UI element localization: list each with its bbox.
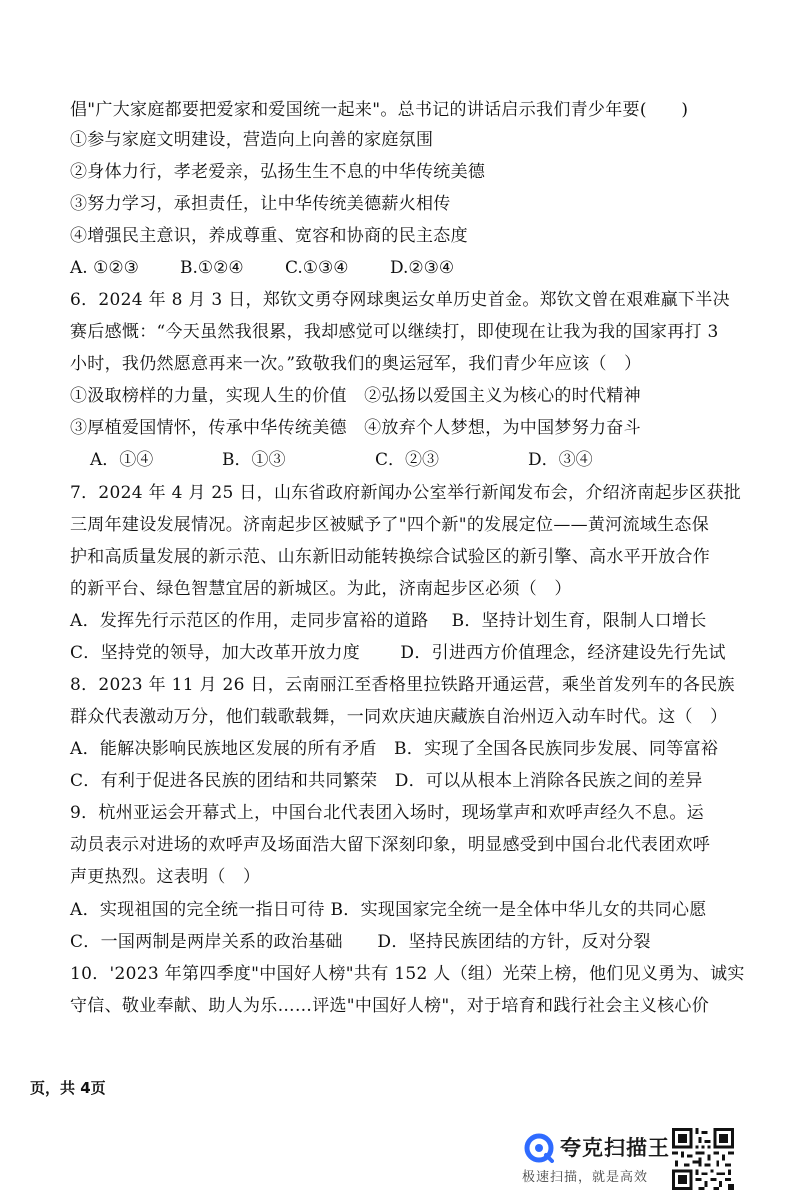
- brand-slogan: 极速扫描，就是高效: [522, 1170, 649, 1185]
- q8-line-1: 8．2023 年 11 月 26 日，云南丽江至香格里拉铁路开通运营，乘坐首发列车的各民族: [70, 675, 735, 695]
- q6-line-3: 小时，我仍然愿意再来一次。”致敬我们的奥运冠军，我们青少年应该（ ）: [70, 354, 642, 374]
- brand-name: 夸克扫描王: [560, 1136, 670, 1160]
- quark-logo-icon: [524, 1133, 554, 1163]
- q5-item-1: ①参与家庭文明建设，营造向上向善的家庭氛围: [70, 130, 434, 150]
- q8-line-2: 群众代表激动万分，他们载歌载舞，一同欢庆迪庆藏族自治州迈入动车时代。这（ ）: [70, 707, 728, 727]
- q9-line-3: 声更热烈。这表明（ ）: [70, 867, 261, 887]
- q6-option-d: D．③④: [528, 450, 593, 470]
- q7-options-cd: C．坚持党的领导，加大改革开放力度 D．引进西方价值理念，经济建设先行先试: [70, 643, 726, 663]
- q5-option-d: D.②③④: [390, 258, 455, 278]
- q8-options-cd: C．有利于促进各民族的团结和共同繁荣 D．可以从根本上消除各民族之间的差异: [70, 771, 703, 791]
- q5-option-b: B.①②④: [180, 258, 244, 278]
- q7-line-4: 的新平台、绿色智慧宜居的新城区。为此，济南起步区必须（ ）: [70, 579, 572, 599]
- q6-line-2: 赛后感慨：“今天虽然我很累，我却感觉可以继续打，即使现在让我为我的国家再打 3: [70, 322, 719, 342]
- q9-options-ab: A．实现祖国的完全统一指日可待 B．实现国家完全统一是全体中华儿女的共同心愿: [70, 900, 707, 920]
- q6-item-2: ③厚植爱国情怀，传承中华传统美德 ④放弃个人梦想，为中国梦努力奋斗: [70, 418, 641, 438]
- page-indicator: 页，共 4页: [30, 1079, 106, 1097]
- q5-item-2: ②身体力行，孝老爱亲，弘扬生生不息的中华传统美德: [70, 162, 486, 182]
- q9-line-2: 动员表示对进场的欢呼声及场面浩大留下深刻印象，明显感受到中国台北代表团欢呼: [70, 835, 711, 855]
- qr-code-icon: [672, 1128, 734, 1190]
- q6-option-c: C．②③: [375, 450, 440, 470]
- q9-options-cd: C．一国两制是两岸关系的政治基础 D．坚持民族团结的方针，反对分裂: [70, 932, 651, 952]
- q5-stem: 倡"广大家庭都要把爱家和爱国统一起来"。总书记的讲话启示我们青少年要( ): [70, 100, 689, 120]
- q5-option-a: A. ①②③: [70, 258, 139, 278]
- q6-item-1: ①汲取榜样的力量，实现人生的价值 ②弘扬以爱国主义为核心的时代精神: [70, 386, 641, 406]
- q6-option-a: A．①④: [90, 450, 154, 470]
- q10-line-1: 10．'2023 年第四季度"中国好人榜"共有 152 人（组）光荣上榜，他们见义勇为、诚实: [70, 964, 745, 984]
- q6-line-1: 6．2024 年 8 月 3 日，郑钦文勇夺网球奥运女单历史首金。郑钦文曾在艰难赢下半决: [70, 290, 730, 310]
- q5-option-c: C.①③④: [285, 258, 349, 278]
- q5-item-3: ③努力学习，承担责任，让中华传统美德薪火相传: [70, 194, 451, 214]
- q10-line-2: 守信、敬业奉献、助人为乐……评选"中国好人榜"，对于培育和践行社会主义核心价: [70, 996, 710, 1016]
- scanner-watermark: [520, 1128, 670, 1188]
- q8-options-ab: A．能解决影响民族地区发展的所有矛盾 B．实现了全国各民族同步发展、同等富裕: [70, 739, 719, 759]
- q5-item-4: ④增强民主意识，养成尊重、宽容和协商的民主态度: [70, 226, 468, 246]
- q7-options-ab: A．发挥先行示范区的作用，走同步富裕的道路 B．坚持计划生育，限制人口增长: [70, 611, 707, 631]
- q7-line-3: 护和高质量发展的新示范、山东新旧动能转换综合试验区的新引擎、高水平开放合作: [70, 547, 711, 567]
- q7-line-2: 三周年建设发展情况。济南起步区被赋予了"四个新"的发展定位——黄河流域生态保: [70, 515, 710, 535]
- q9-line-1: 9．杭州亚运会开幕式上，中国台北代表团入场时，现场掌声和欢呼声经久不息。运: [70, 803, 704, 823]
- q7-line-1: 7．2024 年 4 月 25 日，山东省政府新闻办公室举行新闻发布会，介绍济南起步区获批: [70, 483, 742, 503]
- q6-option-b: B．①③: [222, 450, 286, 470]
